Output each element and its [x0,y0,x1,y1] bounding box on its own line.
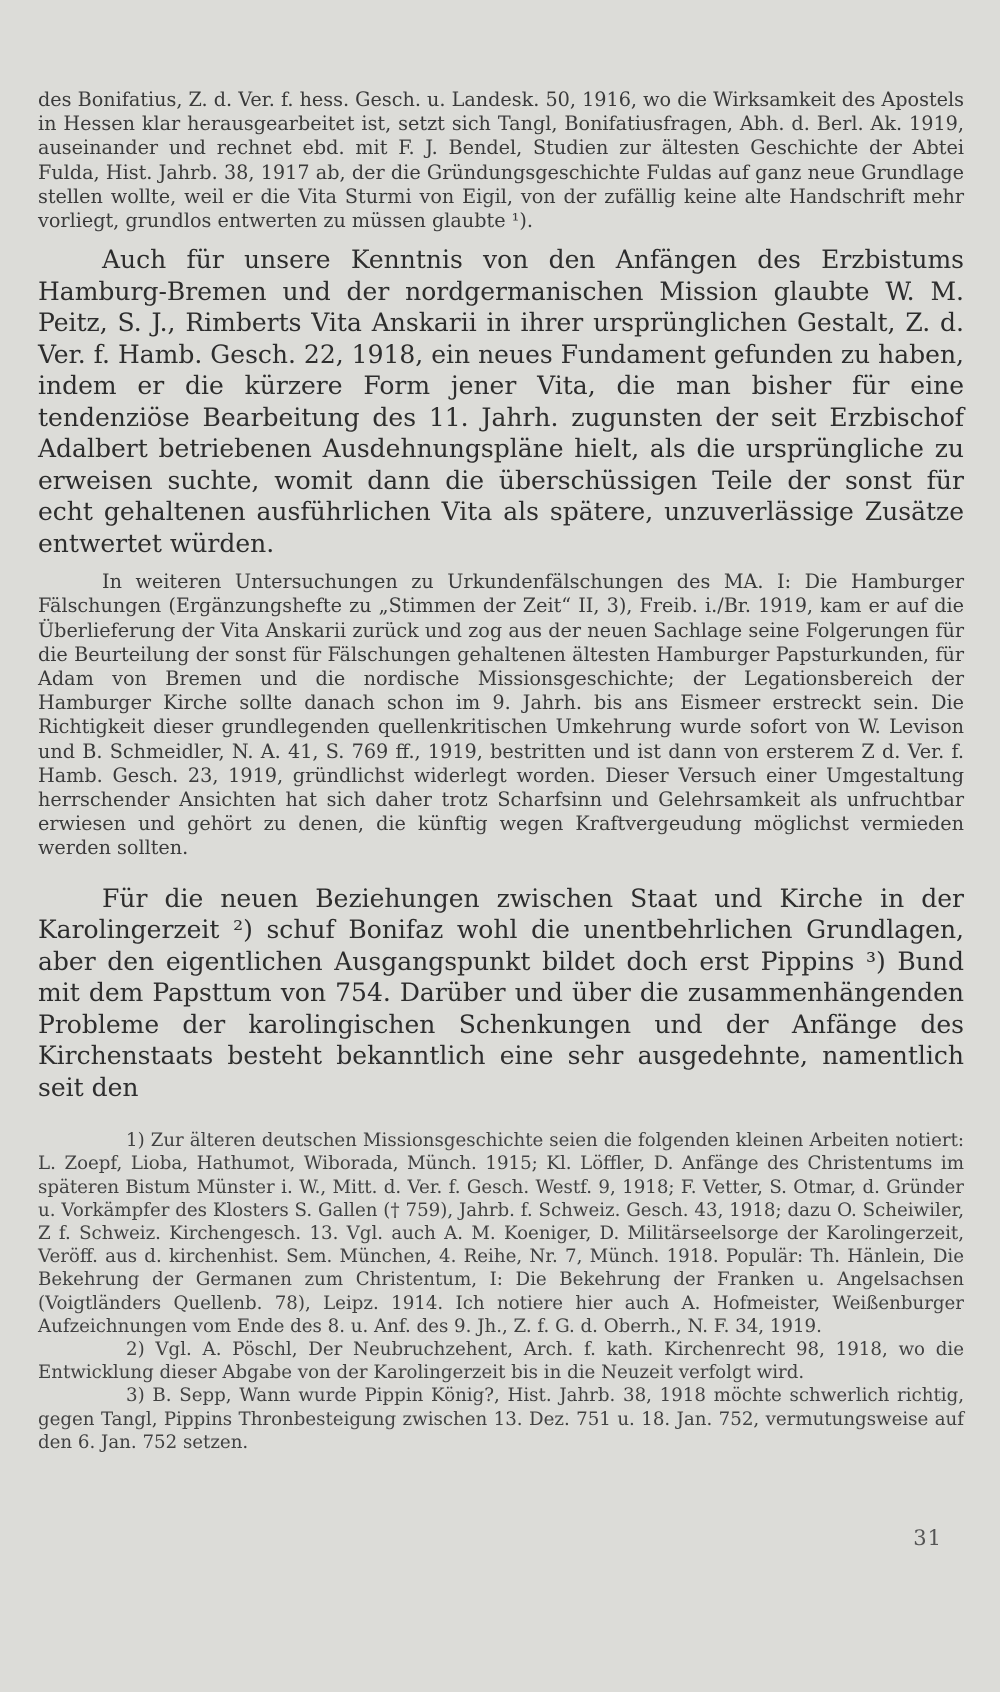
footnote-1: 1) Zur älteren deutschen Missionsgeschichte seien die folgenden kleinen Arbeiten notiert: L. Zoepf, Lioba, Hathumot, Wiborada, Münch. 1915; Kl. Löffler, D. Anfänge des Christentums im späteren Bistum Münster i. W., Mitt. d. Ver. f. Gesch. Westf. 9, 1918; F. Vetter, S. Otmar, d. Gründer u. Vorkämpfer des Klosters S. Gallen († 759), Jahrb. f. Schweiz. Gesch. 43, 1918; dazu O. Scheiwiler, Z f. Schweiz. Kirchengesch. 13. Vgl. auch A. M. Koeniger, D. Militärseelsorge der Karolingerzeit, Veröff. aus d. kirchenhist. Sem. München, 4. Reihe, Nr. 7, Münch. 1918. Populär: Th. Hänlein, Die Bekehrung der Germanen zum Christentum, I: Die Bekehrung der Franken u. Angelsachsen (Voigtländers Quellenb. 78), Leipz. 1914. Ich notiere hier auch A. Hofmeister, Weißenburger Aufzeichnungen vom Ende des 8. u. Anf. des 9. Jh., Z. f. G. d. Oberrh., N. F. 34, 1919. [38,1130,964,1337]
paragraph-state-church: Für die neuen Beziehungen zwischen Staat und Kirche in der Karolingerzeit ²) schuf Bonifaz wohl die unentbehrlichen Grundlagen, aber den eigentlichen Ausgangspunkt bildet doch erst Pippins ³) Bund mit dem Papsttum von 754. Darüber und über die zusammenhängenden Probleme der karolingischen Schenkungen und der Anfänge des Kirchenstaats besteht bekanntlich eine sehr ausgedehnte, namentlich seit den [38,883,964,1102]
paragraph-hamburg-forgeries: In weiteren Untersuchungen zu Urkundenfälschungen des MA. I: Die Hamburger Fälschungen (Ergänzungshefte zu „Stimmen der Zeit“ II, 3), Freib. i./Br. 1919, kam er auf die Überlieferung der Vita Anskarii zurück und zog aus der neuen Sachlage seine Folgerungen für die Beurteilung der sonst für Fälschungen gehaltenen ältesten Hamburger Papsturkunden, für Adam von Bremen und die nordische Missionsgeschichte; der Legationsbereich der Hamburger Kirche sollte danach schon im 9. Jahrh. bis ans Eismeer erstreckt sein. Die Richtigkeit dieser grundlegenden quellenkritischen Umkehrung wurde sofort von W. Levison und B. Schmeidler, N. A. 41, S. 769 ff., 1919, bestritten und ist dann von ersterem Z d. Ver. f. Hamb. Gesch. 23, 1919, gründlichst widerlegt worden. Dieser Versuch einer Umgestaltung herrschender Ansichten hat sich daher trotz Scharfsinn und Gelehrsamkeit als unfruchtbar erwiesen und gehört zu denen, die künftig wegen Kraftvergeudung möglichst vermieden werden sollten. [38,570,964,860]
footnote-2: 2) Vgl. A. Pöschl, Der Neubruchzehent, Arch. f. kath. Kirchenrecht 98, 1918, wo die Entwicklung dieser Abgabe von der Karolingerzeit bis in die Neuzeit verfolgt wird. [38,1338,964,1384]
paragraph-peitz-anskar: Auch für unsere Kenntnis von den Anfängen des Erzbistums Hamburg-Bremen und der nordgermanischen Mission glaubte W. M. Peitz, S. J., Rimberts Vita Anskarii in ihrer ursprünglichen Gestalt, Z. d. Ver. f. Hamb. Gesch. 22, 1918, ein neues Fundament gefunden zu haben, indem er die kürzere Form jener Vita, die man bisher für eine tendenziöse Bearbeitung des 11. Jahrh. zugunsten der seit Erzbischof Adalbert betriebenen Ausdehnungspläne hielt, als die ursprüngliche zu erweisen suchte, womit dann die überschüssigen Teile der sonst für echt gehaltenen ausführlichen Vita als spätere, unzuverlässige Zusätze entwertet würden. [38,245,964,558]
paragraph-continuation: des Bonifatius, Z. d. Ver. f. hess. Gesch. u. Landesk. 50, 1916, wo die Wirksamkeit des Apostels in Hessen klar herausgearbeitet ist, setzt sich Tangl, Bonifatiusfragen, Abh. d. Berl. Ak. 1919, auseinander und rechnet ebd. mit F. J. Bendel, Studien zur ältesten Geschichte der Abtei Fulda, Hist. Jahrb. 38, 1917 ab, der die Gründungsgeschichte Fuldas auf ganz neue Grundlage stellen wollte, weil er die Vita Sturmi von Eigil, von der zufällig keine alte Handschrift mehr vorliegt, grundlos entwerten zu müssen glaubte ¹). [38,88,964,233]
footnote-3: 3) B. Sepp, Wann wurde Pippin König?, Hist. Jahrb. 38, 1918 möchte schwerlich richtig, gegen Tangl, Pippins Thronbesteigung zwischen 13. Dez. 751 u. 18. Jan. 752, vermutungsweise auf den 6. Jan. 752 setzen. [38,1385,964,1453]
page-number: 31 [913,1526,942,1550]
